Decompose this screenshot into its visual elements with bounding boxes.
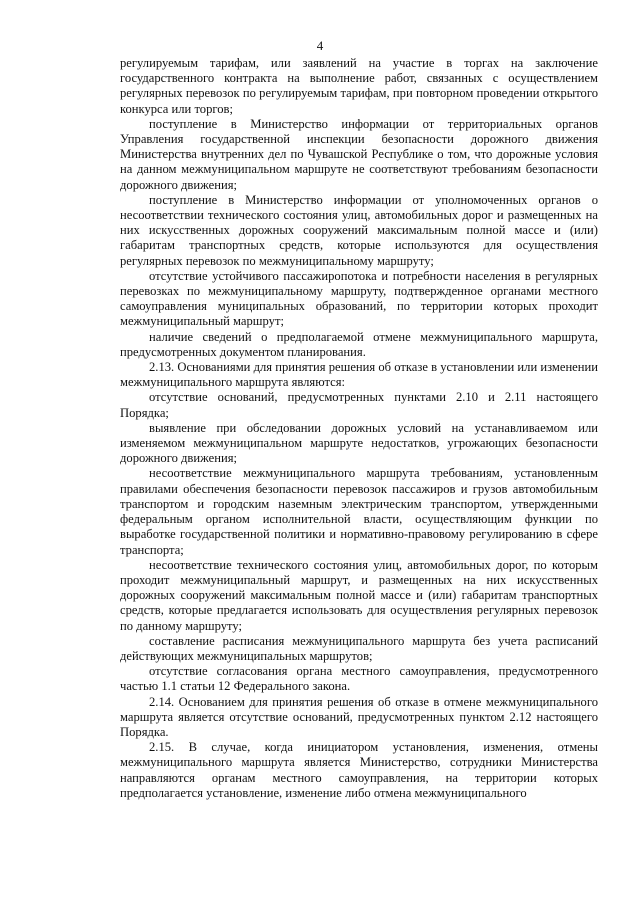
paragraph: отсутствие оснований, предусмотренных пунктами 2.10 и 2.11 настоящего Порядка; <box>120 390 598 420</box>
paragraph: наличие сведений о предполагаемой отмене межмуниципального маршрута, предусмотренных документом планирования. <box>120 329 598 359</box>
paragraph: несоответствие межмуниципального маршрута требованиям, установленным правилами обеспечения безопасности перевозок пассажиров и грузов автомобильным транспортом и городским наземным электрическим транспортом, утвержденными федеральным органом исполнительной власти, осуществляющим функции по выработке государственной политики и нормативно-правовому регулированию в сфере транспорта; <box>120 466 598 557</box>
paragraph: несоответствие технического состояния улиц, автомобильных дорог, по которым проходит межмуниципальный маршрут, и размещенных на них искусственных дорожных сооружений максимальным полной массе и (или) габаритам транспортных средств, которые предлагается использовать для осуществления регулярных перевозок по данному маршруту; <box>120 557 598 633</box>
paragraph-clause-2-14: 2.14. Основанием для принятия решения об отказе в отмене межмуниципального маршрута является отсутствие оснований, предусмотренных пунктом 2.12 настоящего Порядка. <box>120 694 598 739</box>
paragraph: отсутствие устойчивого пассажиропотока и потребности населения в регулярных перевозках по межмуниципальному маршруту, подтвержденное органами местного самоуправления муниципальных образований, по территории которых проходит межмуниципальный маршрут; <box>120 268 598 329</box>
paragraph: поступление в Министерство информации от территориальных органов Управления государственной инспекции безопасности дорожного движения Министерства внутренних дел по Чувашской Республике о том, что дорожные условия на данном межмуниципальном маршруте не соответствуют требованиям безопасности дорожного движения; <box>120 116 598 192</box>
paragraph: поступление в Министерство информации от уполномоченных органов о несоответствии технического состояния улиц, автомобильных дорог и размещенных на них искусственных дорожных сооружений максимальным полной массе и (или) габаритам транспортных средств, которые используются для осуществления регулярных перевозок по межмуниципальному маршруту; <box>120 192 598 268</box>
paragraph: выявление при обследовании дорожных условий на устанавливаемом или изменяемом межмуниципальном маршруте недостатков, угрожающих безопасности дорожного движения; <box>120 420 598 466</box>
document-body <box>120 56 598 801</box>
paragraph: отсутствие согласования органа местного самоуправления, предусмотренного частью 1.1 статьи 12 Федерального закона. <box>120 664 598 694</box>
paragraph-clause-2-15: 2.15. В случае, когда инициатором установления, изменения, отмены межмуниципального маршрута является Министерство, сотрудники Министерства направляются органам местного самоуправления, на территории которых предполагается установление, изменение либо отмена межмуниципального <box>120 740 598 800</box>
paragraph-continuation: регулируемым тарифам, или заявлений на участие в торгах на заключение государственного контракта на выполнение работ, связанных с осуществлением регулярных перевозок по регулируемым тарифам, при повторном проведении открытого конкурса или торгов; <box>120 56 598 116</box>
paragraph: составление расписания межмуниципального маршрута без учета расписаний действующих межмуниципальных маршрутов; <box>120 633 598 663</box>
paragraph-clause-2-13: 2.13. Основаниями для принятия решения об отказе в установлении или изменении межмуниципального маршрута являются: <box>120 360 598 390</box>
page-number: 4 <box>316 38 324 53</box>
